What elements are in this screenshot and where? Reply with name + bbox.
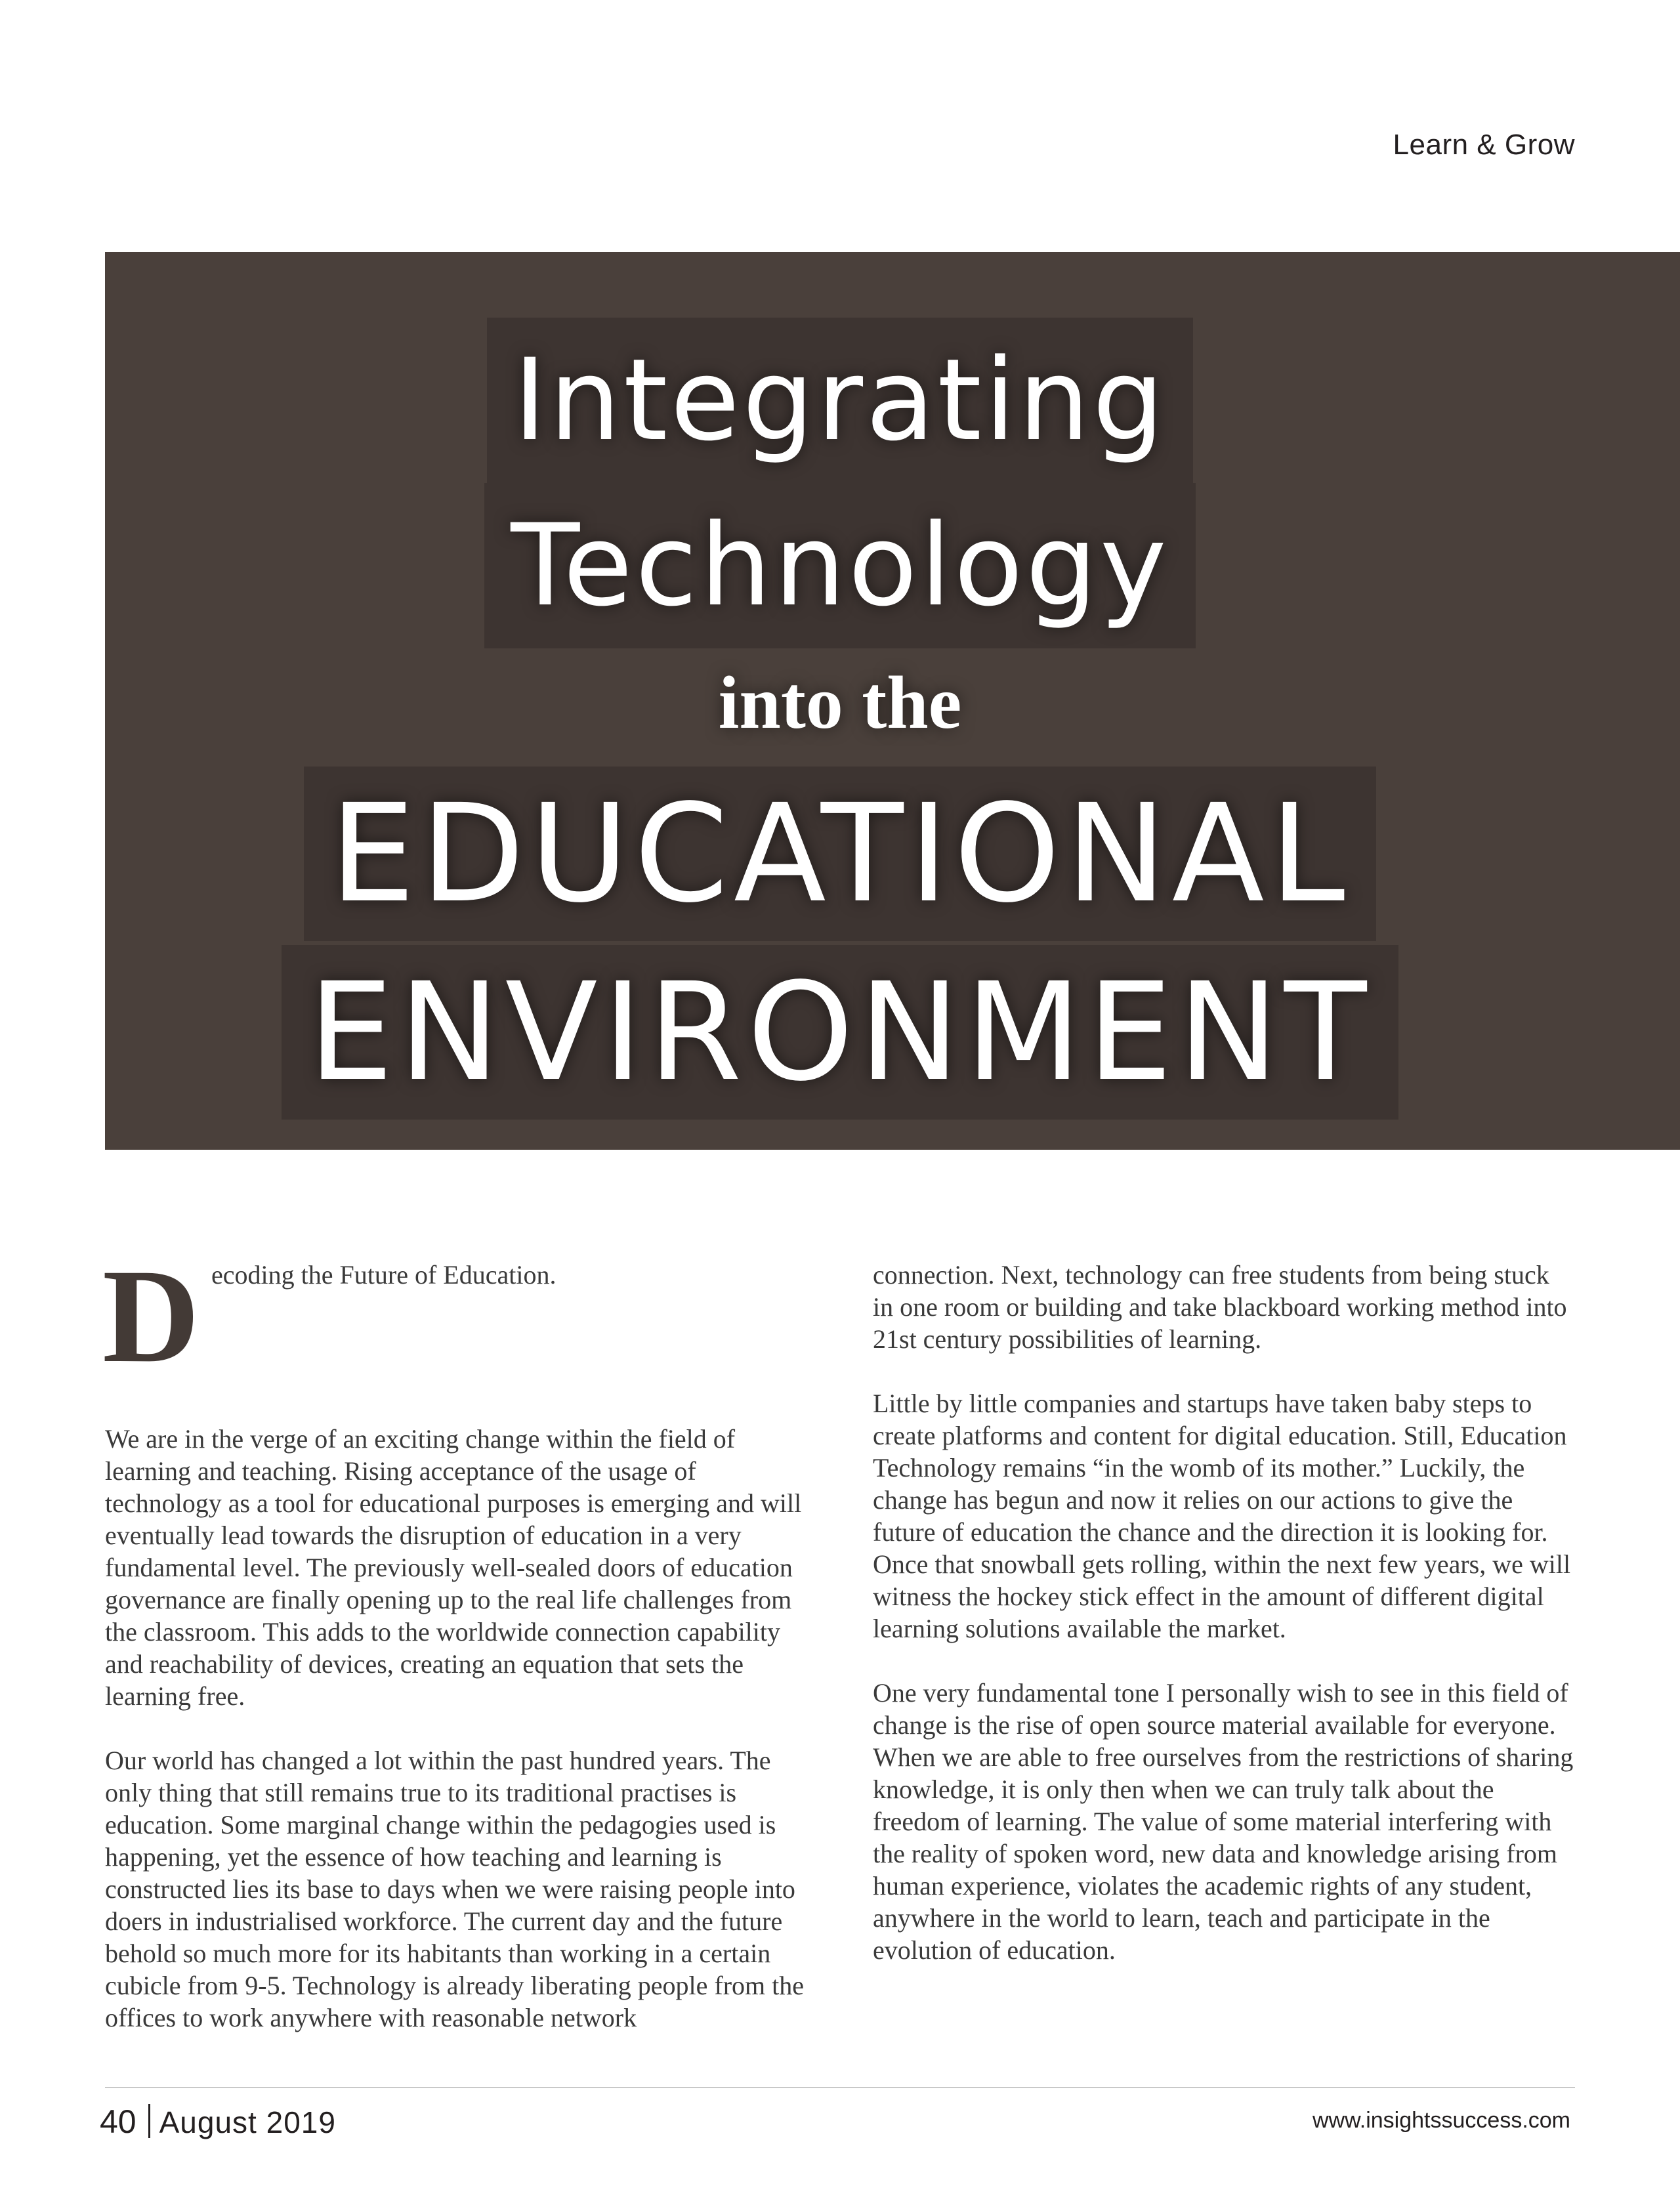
title-line-environment: ENVIRONMENT [105, 945, 1575, 1120]
article-paragraph: Our world has changed a lot within the past hundred years. The only thing that still remains true to its traditional practises is education. Some marginal change within the pedagogies used is happening, yet the essence of how teaching and learning is constructed lies its base to days when we were raising people into doers in industrialised workforce. The current day and the future behold so much more for its habitants than working in a certain cubicle from 9-5. Technology is already liberating people from the offices to work anywhere with reasonable network [105, 1746, 804, 2032]
section-label: Learn & Grow [1393, 129, 1575, 161]
drop-cap: D [102, 1242, 200, 1391]
title-line-educational: EDUCATIONAL [105, 766, 1575, 941]
footer-page-info [100, 2103, 336, 2141]
article-column-right [873, 1259, 1575, 1998]
title-line-into-the: into the [718, 661, 962, 744]
issue-date: August 2019 [159, 2105, 336, 2139]
intro-text: ecoding the Future of Education. [211, 1260, 556, 1290]
article-paragraph: We are in the verge of an exciting change within the field of learning and teaching. Rising acceptance of the usage of technology as a tool for educational purposes is emerging and will eventually lead towards the disruption of education in a very fundamental level. The previously well-sealed doors of education governance are finally opening up to the real life challenges from the classroom. This adds to the worldwide connection capability and reachability of devices, creating an equation that sets the learning free. [105, 1424, 802, 1711]
footer-separator [148, 2104, 150, 2138]
article-intro [102, 1242, 814, 1391]
title-line-integrating: Integrating [105, 318, 1575, 483]
hero-banner [105, 252, 1680, 1150]
page-number: 40 [100, 2103, 136, 2140]
title-line-technology: Technology [105, 483, 1575, 648]
article-paragraph: connection. Next, technology can free students from being stuck in one room or building and take blackboard working method into 21st century possibilities of learning. [873, 1260, 1567, 1354]
article-column-left [102, 1242, 814, 2066]
website-link[interactable]: www.insightssuccess.com [1312, 2108, 1570, 2133]
article-paragraph: Little by little companies and startups have taken baby steps to create platforms and content for digital education. Still, Education Technology remains “in the womb of its mother.” Luckily, the change has begun and now it relies on our actions to give the future of education the chance and the direction it is looking for. Once that snowball gets rolling, within the next few years, we will witness the hockey stick effect in the amount of different digital learning solutions available the market. [873, 1389, 1571, 1643]
article-paragraph: One very fundamental tone I personally wish to see in this field of change is the rise of open source material available for everyone. When we are able to free ourselves from the restrictions of sharing knowledge, it is only then when we can truly talk about the freedom of learning. The value of some material interfering with the reality of spoken word, new data and knowledge arising from human experience, violates the academic rights of any student, anywhere in the world to learn, teach and participate in the evolution of education. [873, 1678, 1574, 1965]
footer-divider [105, 2087, 1575, 2088]
